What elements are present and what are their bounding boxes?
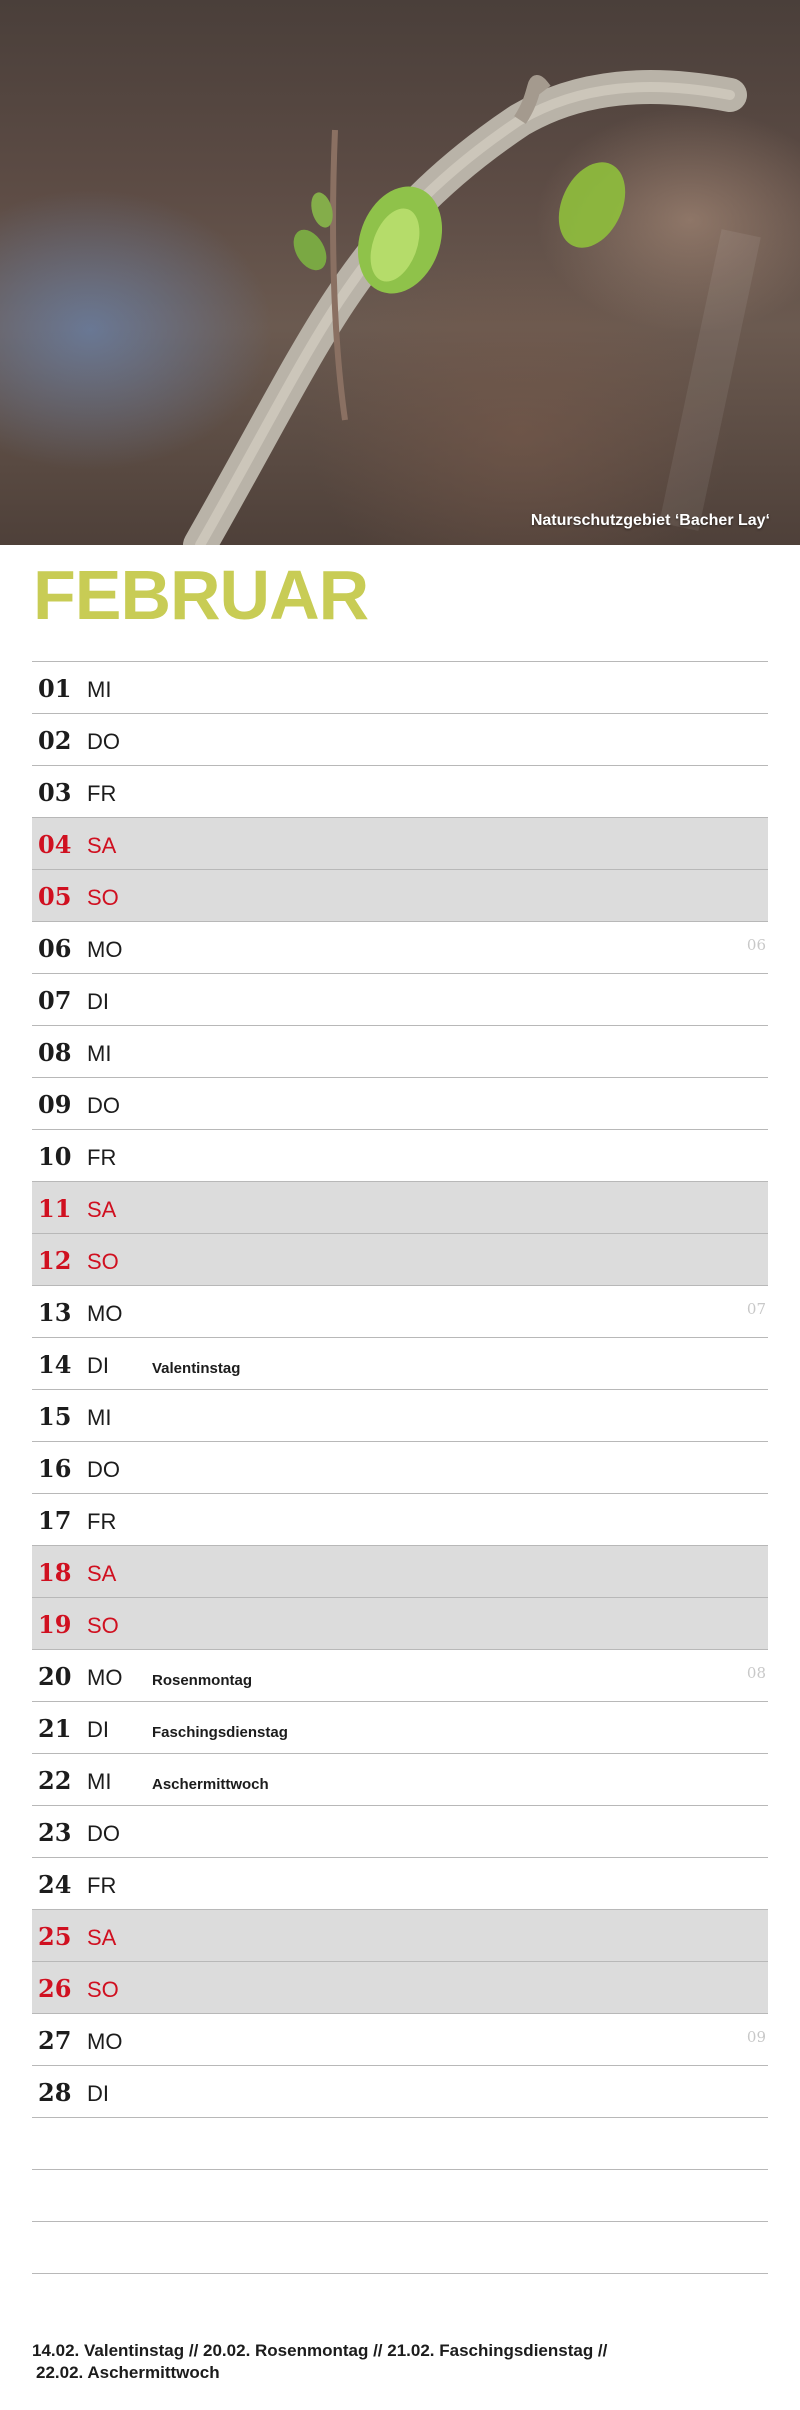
weekday-label: DI bbox=[87, 1353, 109, 1378]
weekday-label: DO bbox=[87, 1457, 120, 1482]
day-row bbox=[32, 1598, 768, 1650]
header-photo bbox=[0, 0, 800, 545]
week-number: 07 bbox=[746, 1300, 766, 1318]
day-number: 02 bbox=[38, 726, 72, 755]
weekday-label: SA bbox=[87, 1197, 117, 1222]
day-number: 04 bbox=[38, 830, 72, 859]
weekday-label: MO bbox=[87, 937, 123, 962]
day-row bbox=[32, 662, 768, 714]
day-number: 27 bbox=[38, 2026, 72, 2055]
weekday-label: DO bbox=[87, 729, 120, 754]
day-row bbox=[32, 974, 768, 1026]
day-row bbox=[32, 1962, 768, 2014]
day-number: 06 bbox=[38, 934, 72, 963]
day-row bbox=[32, 1338, 768, 1390]
weekday-label: SO bbox=[87, 1613, 119, 1638]
weekday-label: MO bbox=[87, 1301, 123, 1326]
month-title: FEBRUAR bbox=[33, 556, 369, 634]
day-row bbox=[32, 1858, 768, 1910]
day-row bbox=[32, 818, 768, 870]
day-row bbox=[32, 1806, 768, 1858]
day-row bbox=[32, 1130, 768, 1182]
holiday-label: Faschingsdienstag bbox=[152, 1724, 288, 1741]
day-row bbox=[32, 1286, 768, 1338]
day-number: 09 bbox=[38, 1090, 72, 1119]
day-row bbox=[32, 1026, 768, 1078]
day-number: 25 bbox=[38, 1922, 72, 1951]
day-row bbox=[32, 714, 768, 766]
weekday-label: SO bbox=[87, 1249, 119, 1274]
day-number: 05 bbox=[38, 882, 72, 911]
weekday-label: FR bbox=[87, 1509, 117, 1534]
day-number: 22 bbox=[38, 1766, 72, 1795]
day-list bbox=[32, 661, 768, 2274]
weekday-label: MI bbox=[87, 677, 112, 702]
day-number: 18 bbox=[38, 1558, 72, 1587]
weekday-label: SA bbox=[87, 833, 117, 858]
holiday-footer-line-1: 14.02. Valentinstag // 20.02. Rosenmontag // 21.02. Faschingsdienstag // bbox=[32, 2341, 608, 2360]
week-number: 08 bbox=[746, 1664, 766, 1682]
day-number: 17 bbox=[38, 1506, 72, 1535]
day-number: 26 bbox=[38, 1974, 72, 2003]
holiday-label: Valentinstag bbox=[152, 1360, 241, 1377]
weekday-label: MI bbox=[87, 1769, 112, 1794]
day-row bbox=[32, 1702, 768, 1754]
day-row bbox=[32, 1390, 768, 1442]
weekday-label: FR bbox=[87, 1873, 117, 1898]
day-number: 28 bbox=[38, 2078, 72, 2107]
day-number: 15 bbox=[38, 1402, 72, 1431]
holiday-footer bbox=[32, 2340, 772, 2384]
day-number: 13 bbox=[38, 1298, 72, 1327]
day-row bbox=[32, 1234, 768, 1286]
weekday-label: DO bbox=[87, 1093, 120, 1118]
day-number: 01 bbox=[38, 674, 72, 703]
weekday-label: FR bbox=[87, 1145, 117, 1170]
day-number: 12 bbox=[38, 1246, 72, 1275]
holiday-label: Rosenmontag bbox=[152, 1672, 253, 1689]
day-number: 24 bbox=[38, 1870, 72, 1899]
day-number: 19 bbox=[38, 1610, 72, 1639]
day-row bbox=[32, 1182, 768, 1234]
weekday-label: MO bbox=[87, 2029, 123, 2054]
day-number: 10 bbox=[38, 1142, 72, 1171]
day-row bbox=[32, 922, 768, 974]
day-row bbox=[32, 1650, 768, 1702]
empty-row bbox=[32, 2170, 768, 2222]
day-row bbox=[32, 1546, 768, 1598]
day-number: 07 bbox=[38, 986, 72, 1015]
weekday-label: SO bbox=[87, 885, 119, 910]
day-row bbox=[32, 766, 768, 818]
day-row bbox=[32, 870, 768, 922]
weekday-label: MO bbox=[87, 1665, 123, 1690]
photo-caption: Naturschutzgebiet ‘Bacher Lay‘ bbox=[530, 512, 770, 529]
weekday-label: SA bbox=[87, 1925, 117, 1950]
day-number: 21 bbox=[38, 1714, 72, 1743]
empty-row bbox=[32, 2222, 768, 2274]
weekday-label: MI bbox=[87, 1041, 112, 1066]
weekday-label: MI bbox=[87, 1405, 112, 1430]
day-row bbox=[32, 1754, 768, 1806]
day-row bbox=[32, 1910, 768, 1962]
day-number: 08 bbox=[38, 1038, 72, 1067]
weekday-label: DI bbox=[87, 1717, 109, 1742]
weekday-label: SO bbox=[87, 1977, 119, 2002]
weekday-label: DO bbox=[87, 1821, 120, 1846]
holiday-label: Aschermittwoch bbox=[152, 1776, 269, 1793]
empty-row bbox=[32, 2118, 768, 2170]
week-number: 06 bbox=[746, 936, 766, 954]
weekday-label: DI bbox=[87, 2081, 109, 2106]
weekday-label: SA bbox=[87, 1561, 117, 1586]
holiday-footer-line-2: 22.02. Aschermittwoch bbox=[36, 2363, 220, 2382]
week-number: 09 bbox=[746, 2028, 766, 2046]
day-number: 23 bbox=[38, 1818, 72, 1847]
day-number: 14 bbox=[38, 1350, 72, 1379]
day-number: 03 bbox=[38, 778, 72, 807]
day-row bbox=[32, 1494, 768, 1546]
weekday-label: DI bbox=[87, 989, 109, 1014]
day-row bbox=[32, 2066, 768, 2118]
day-number: 20 bbox=[38, 1662, 72, 1691]
day-row bbox=[32, 1078, 768, 1130]
day-number: 16 bbox=[38, 1454, 72, 1483]
branch-photo-illustration bbox=[0, 0, 800, 545]
weekday-label: FR bbox=[87, 781, 117, 806]
day-number: 11 bbox=[38, 1194, 72, 1223]
day-row bbox=[32, 2014, 768, 2066]
day-row bbox=[32, 1442, 768, 1494]
